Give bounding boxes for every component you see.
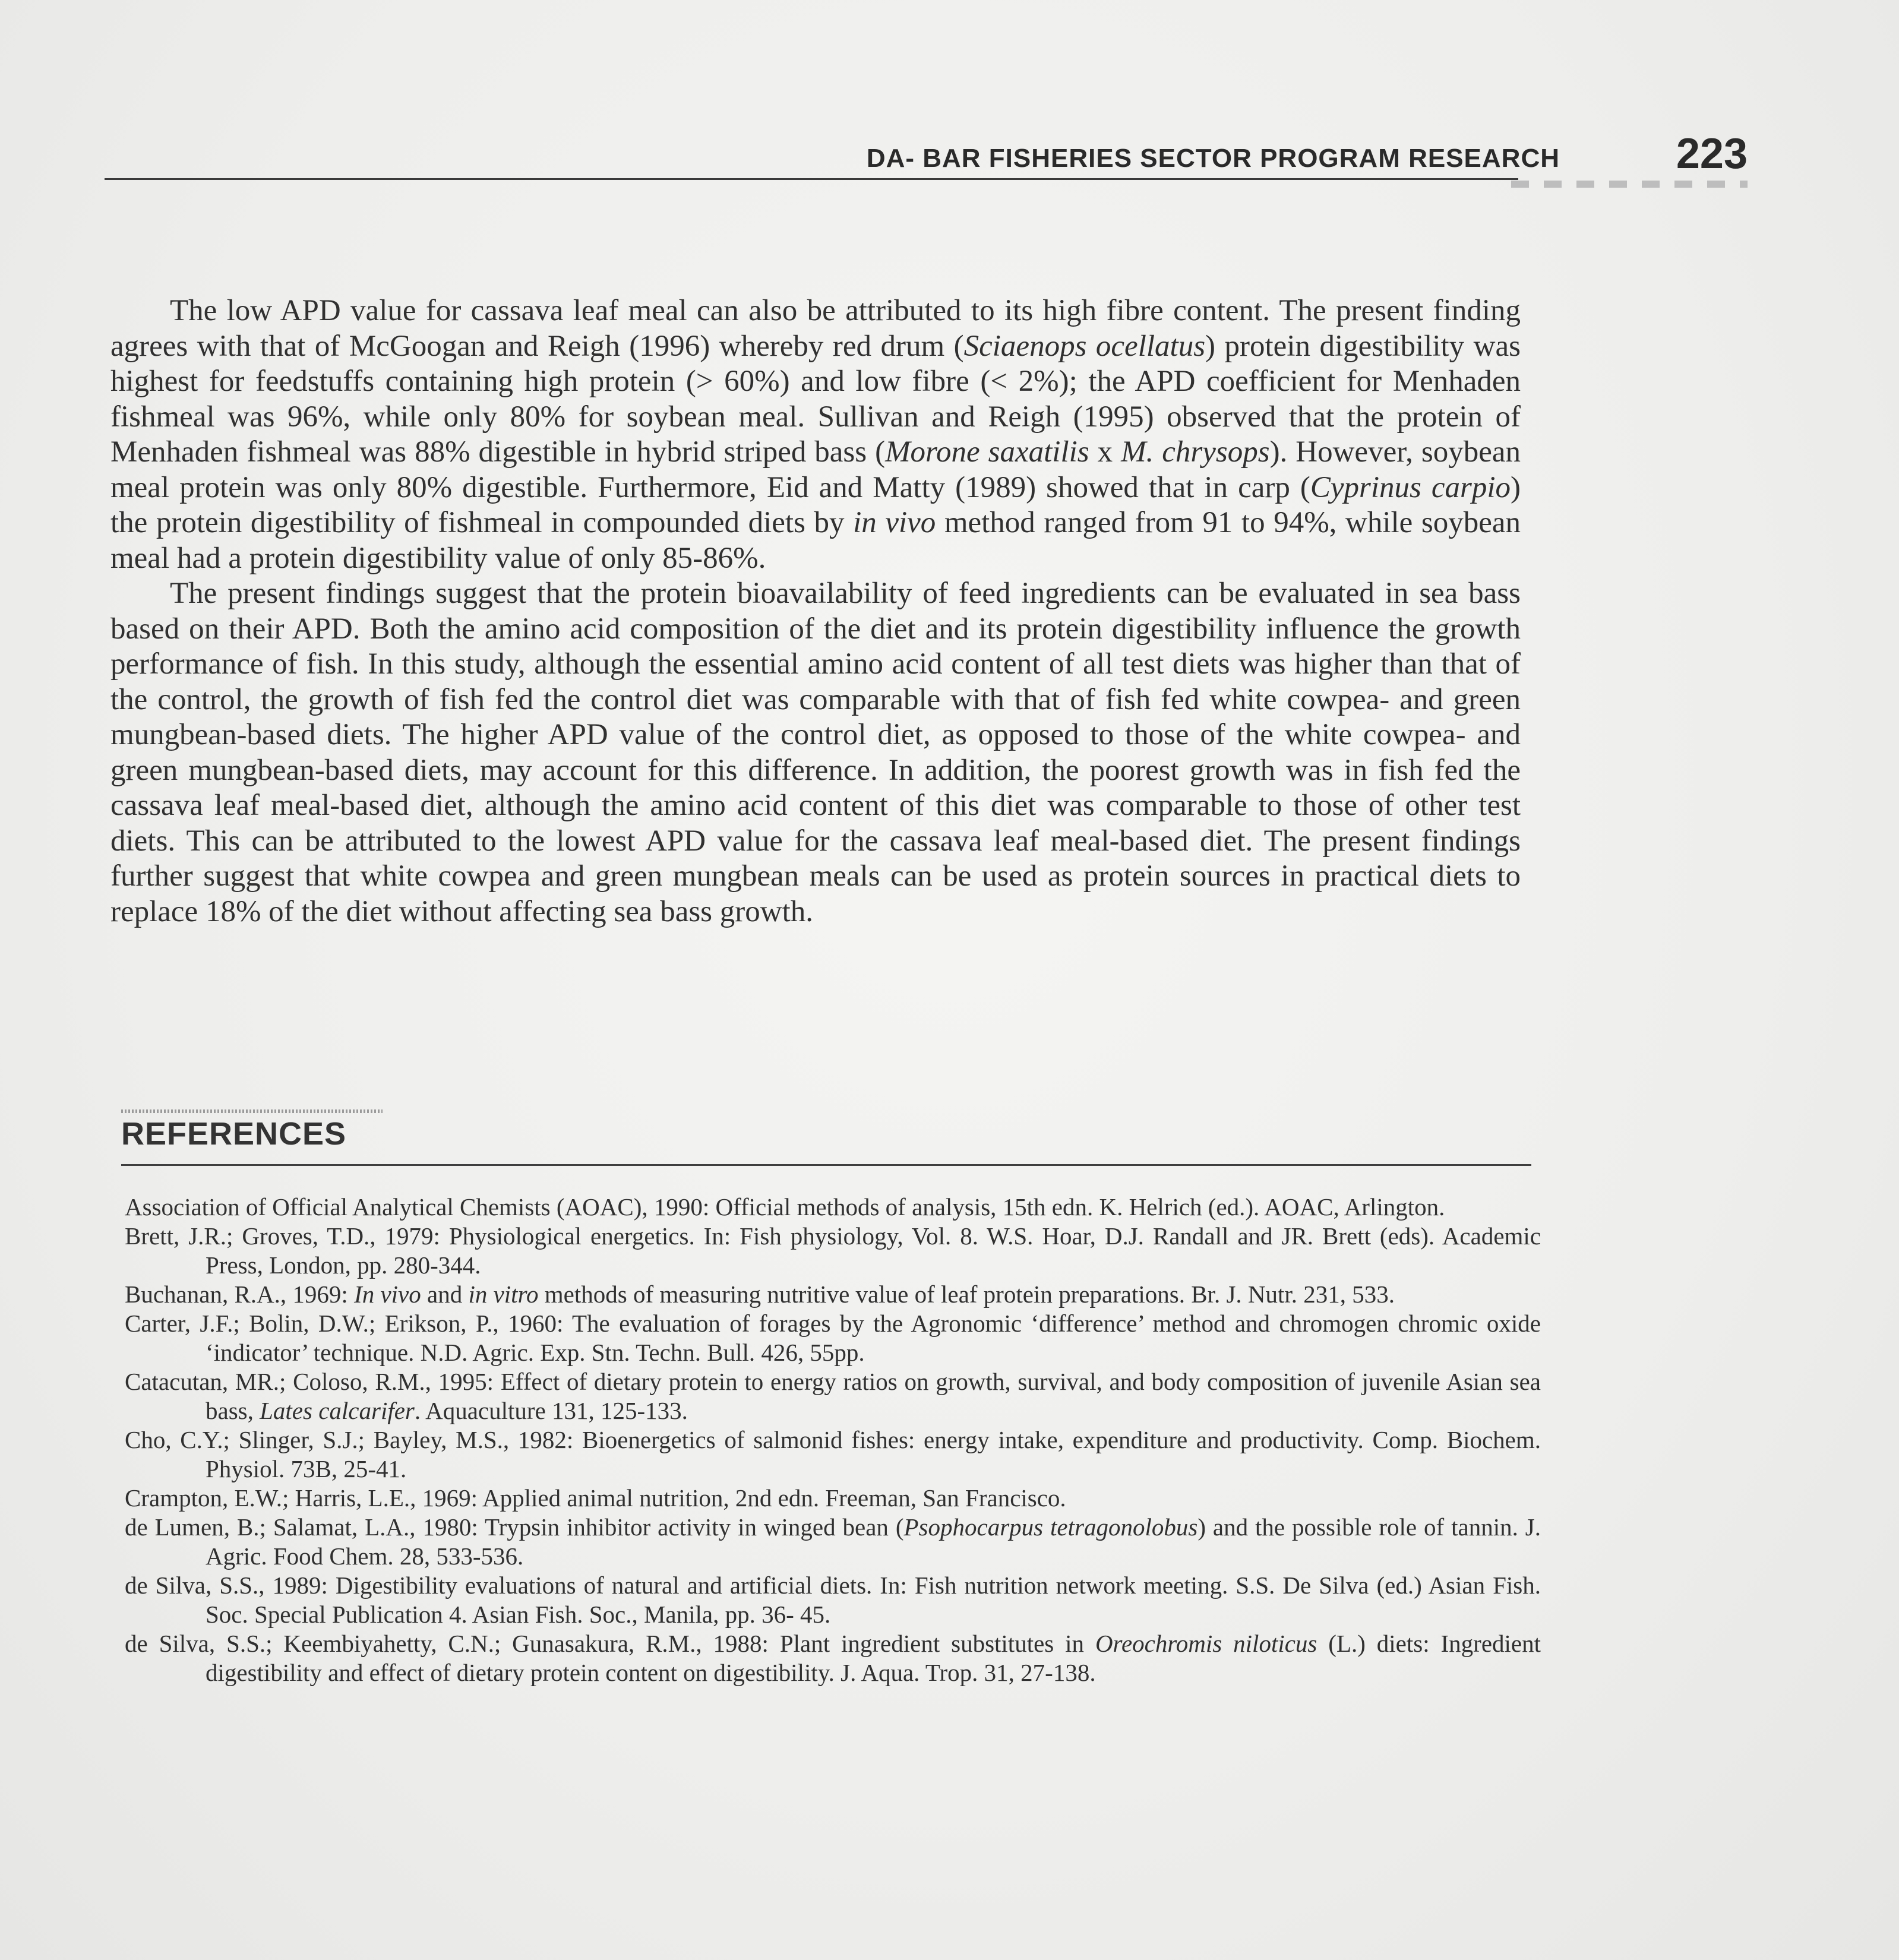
species-name: Cyprinus carpio xyxy=(1310,470,1511,504)
header-rule xyxy=(105,178,1518,180)
text-run: de Silva, S.S.; Keembiyahetty, C.N.; Gunasakura, R.M., 1988: Plant ingredient substitutes in xyxy=(125,1630,1095,1657)
header-dot-ornament xyxy=(1511,181,1748,188)
body-text xyxy=(110,293,1521,930)
text-run: The present findings suggest that the protein bioavailability of feed ingredients can be evaluated in sea bass based on their APD. Both the amino acid composition of the diet and its protein digestibility influence the growth performance of fish. In this study, although the essential amino acid content of all test diets was higher than that of the control, the growth of fish fed the control diet was comparable with that of fish fed white cowpea- and green mungbean-based diets. The higher APD value of the control diet, as opposed to those of the white cowpea- and green mungbean-based diets, may account for this difference. In addition, the poorest growth was in fish fed the cassava leaf meal-based diet, although the amino acid content of this diet was comparable to those of other test diets. This can be attributed to the lowest APD value for the cassava leaf meal-based diet. The present findings further suggest that white cowpea and green mungbean meals can be used as protein sources in practical diets to replace 18% of the diet without affecting sea bass growth. xyxy=(110,577,1521,928)
text-run: Cho, C.Y.; Slinger, S.J.; Bayley, M.S., 1982: Bioenergetics of salmonid fishes: energy intake, expenditure and productivity. Comp. Biochem. Physiol. 73B, 25-41. xyxy=(125,1426,1541,1482)
text-run: ) and the possible role of tannin. J. Agric. Food Chem. 28, 533-536. xyxy=(206,1513,1541,1570)
text-run: ) protein digestibility was highest for feedstuffs containing high protein (> 60%) and low fibre (< 2%); the APD coefficient for Menhaden fishmeal was 96%, while only 80% for soybean meal. Sullivan and Reigh (1995) observed that the protein of Menhaden fishmeal was 88% digestible in hybrid striped bass ( xyxy=(110,329,1521,469)
text-run: Carter, J.F.; Bolin, D.W.; Erikson, P., 1960: The evaluation of forages by the Agronomic ‘difference’ method and chromogen chromic oxide ‘indicator’ technique. N.D. Agric. Exp. Stn. Techn. Bull. 426, 55pp. xyxy=(125,1310,1541,1366)
species-name: Psophocarpus tetragonolobus xyxy=(903,1513,1198,1541)
species-name: Oreochromis niloticus xyxy=(1095,1630,1317,1657)
species-name: M. chrysops xyxy=(1121,435,1270,469)
text-run: Brett, J.R.; Groves, T.D., 1979: Physiological energetics. In: Fish physiology, Vol. 8. W.S. Hoar, D.J. Randall and JR. Brett (eds). Academic Press, London, pp. 280-344. xyxy=(125,1222,1541,1279)
reference-item xyxy=(125,1367,1541,1425)
text-run: de Lumen, B.; Salamat, L.A., 1980: Trypsin inhibitor activity in winged bean ( xyxy=(125,1513,904,1541)
text-run: method ranged from 91 to 94%, while soybean meal had a protein digestibility value of only 85-86%. xyxy=(110,506,1521,575)
references-dotted-rule xyxy=(121,1109,383,1113)
text-run: methods of measuring nutritive value of leaf protein preparations. Br. J. Nutr. 231, 533. xyxy=(538,1281,1395,1308)
reference-item xyxy=(125,1629,1541,1687)
references-rule xyxy=(121,1164,1531,1166)
reference-item xyxy=(125,1484,1541,1513)
text-run: Crampton, E.W.; Harris, L.E., 1969: Applied animal nutrition, 2nd edn. Freeman, San Francisco. xyxy=(125,1484,1066,1512)
body-paragraph xyxy=(110,293,1521,576)
text-run: (L.) diets: Ingredient digestibility and effect of dietary protein content on digestibility. J. Aqua. Trop. 31, 27-138. xyxy=(206,1630,1541,1686)
latin-term: In vivo xyxy=(354,1281,421,1308)
text-run: x xyxy=(1089,435,1121,469)
reference-item xyxy=(125,1571,1541,1629)
latin-term: in vitro xyxy=(468,1281,539,1308)
running-header-title: DA- BAR FISHERIES SECTOR PROGRAM RESEARCH xyxy=(866,144,1560,173)
text-run: Catacutan, MR.; Coloso, R.M., 1995: Effect of dietary protein to energy ratios on growth, survival, and body composition of juvenile Asian sea bass, xyxy=(125,1368,1541,1424)
body-paragraph xyxy=(110,576,1521,930)
text-run: ). However, soybean meal protein was only 80% digestible. Furthermore, Eid and Matty (1989) showed that in carp ( xyxy=(110,435,1521,504)
reference-item xyxy=(125,1193,1541,1222)
reference-item xyxy=(125,1513,1541,1571)
text-run: de Silva, S.S., 1989: Digestibility evaluations of natural and artificial diets. In: Fish nutrition network meeting. S.S. De Silva (ed.) Asian Fish. Soc. Special Publication 4. Asian Fish. Soc., Manila, pp. 36- 45. xyxy=(125,1572,1541,1628)
species-name: Lates calcarifer xyxy=(260,1397,415,1424)
reference-item xyxy=(125,1309,1541,1367)
running-header xyxy=(105,126,1748,191)
latin-term: in vivo xyxy=(853,506,936,539)
reference-item xyxy=(125,1425,1541,1484)
references-heading: REFERENCES xyxy=(121,1116,347,1152)
references-list xyxy=(125,1193,1541,1687)
reference-item xyxy=(125,1280,1541,1309)
species-name: Sciaenops ocellatus xyxy=(963,329,1206,363)
text-run: Buchanan, R.A., 1969: xyxy=(125,1281,355,1308)
reference-item xyxy=(125,1222,1541,1280)
page-number: 223 xyxy=(1676,130,1748,178)
text-run: ) the protein digestibility of fishmeal in compounded diets by xyxy=(110,470,1521,539)
text-run: Association of Official Analytical Chemists (AOAC), 1990: Official methods of analysis, 15th edn. K. Helrich (ed.). AOAC, Arlington. xyxy=(125,1193,1445,1221)
text-run: . Aquaculture 131, 125-133. xyxy=(414,1397,688,1424)
species-name: Morone saxatilis xyxy=(885,435,1089,469)
text-run: The low APD value for cassava leaf meal can also be attributed to its high fibre content. The present finding agrees with that of McGoogan and Reigh (1996) whereby red drum ( xyxy=(110,294,1521,363)
text-run: and xyxy=(421,1281,469,1308)
